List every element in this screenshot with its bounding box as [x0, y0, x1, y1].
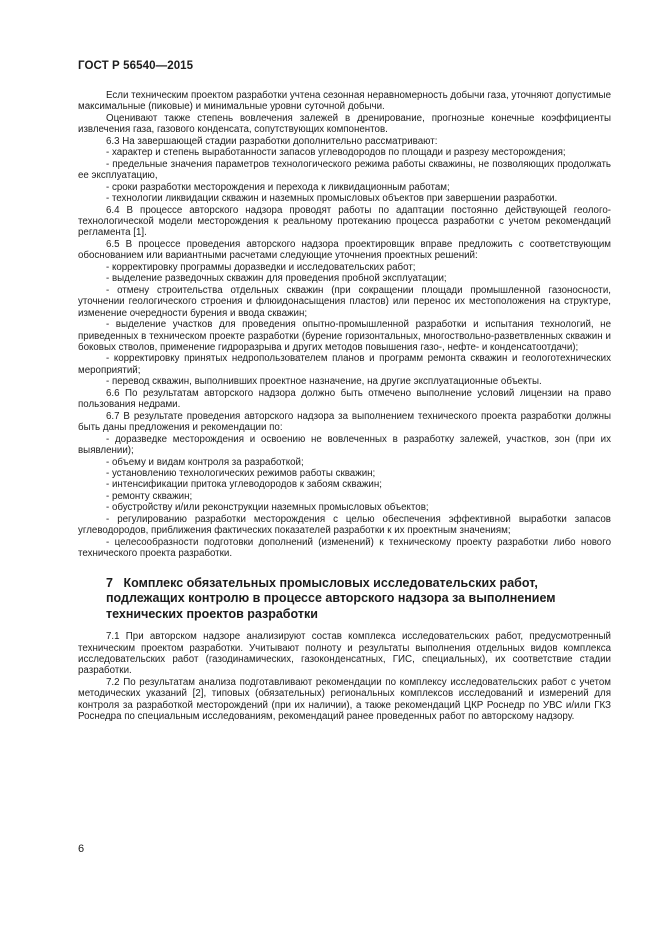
- clause-7-1: 7.1 При авторском надзоре анализируют состав комплекса исследовательских работ, предусмотренный техническим проектом разработки. Учитывают полноту и результаты выполнения отдельных видов комплекса исследовательских работ (газодинамических, газоконденсатных, ГИС, специальных), их соответствие стадии разработки.: [78, 631, 611, 677]
- standard-header: ГОСТ Р 56540—2015: [78, 60, 194, 72]
- list-item: - целесообразности подготовки дополнений (изменений) к техническому проекту разработки либо нового технического проекта разработки.: [78, 536, 611, 560]
- section-title-text: Комплекс обязательных промысловых исследовательских работ, подлежащих контролю в процессе авторского надзора за выполнением технических проектов разработки: [106, 575, 556, 621]
- paragraph: Оценивают также степень вовлечения залежей в дренирование, прогнозные конечные коэффициенты извлечения газа, газового конденсата, сопутствующих компонентов.: [78, 112, 611, 136]
- list-item: - установлению технологических режимов работы скважин;: [106, 467, 376, 479]
- list-item: - технологии ликвидации скважин и наземных промысловых объектов при завершении разработки.: [106, 193, 558, 205]
- list-item: - регулированию разработки месторождения с целью обеспечения эффективной выработки запасов углеводородов, приближения фактических показателей разработки к их проектным значениям;: [78, 513, 611, 537]
- list-item: - обустройству и/или реконструкции наземных промысловых объектов;: [106, 502, 429, 514]
- list-item: - ремонту скважин;: [106, 490, 193, 502]
- list-item: - отмену строительства отдельных скважин (при сокращении площади промышленной газоносности, уточнении геологического строения и флюидонасыщения пластов) или перенос их местоположения на структуре, изменение очередности бурения и ввода скважин;: [78, 284, 611, 319]
- page-number: 6: [78, 843, 85, 855]
- section-number: 7: [106, 575, 113, 590]
- paragraph: Если техническим проектом разработки учтена сезонная неравномерность добычи газа, уточняют допустимые максимальные (пиковые) и минимальные уровни суточной добычи.: [78, 90, 611, 113]
- clause-6-5: 6.5 В процессе проведения авторского надзора проектировщик вправе предложить с соответствующим обоснованием или вариантными расчетами следующие уточнения проектных решений:: [78, 238, 611, 262]
- list-item: - доразведке месторождения и освоению не вовлеченных в разработку залежей, участков, зон (при их выявлении);: [78, 433, 611, 457]
- document-body: [78, 90, 611, 723]
- list-item: - предельные значения параметров технологического режима работы скважины, не позволяющих продолжать ее эксплуатацию,: [78, 158, 611, 182]
- list-item: - характер и степень выработанности запасов углеводородов по площади и разрезу месторождения;: [106, 147, 566, 159]
- section-7-heading: [78, 576, 611, 623]
- list-item: - корректировку программы доразведки и исследовательских работ;: [106, 261, 416, 273]
- clause-6-4: 6.4 В процессе авторского надзора проводят работы по адаптации постоянно действующей геолого-технологической модели месторождения к реальному протеканию процесса разработки с учетом рекомендаций регламента [1].: [78, 204, 611, 239]
- list-item: - корректировку принятых недропользователем планов и программ ремонта скважин и геологотехнических мероприятий;: [78, 353, 611, 376]
- clause-7-2: 7.2 По результатам анализа подготавливают рекомендации по комплексу исследовательских работ с учетом методических указаний [2], типовых (обязательных) региональных комплексов исследований и измерений для контроля за разработкой месторождений (при их наличии), а также рекомендаций ЦКР Роснедр по УВС и/или ГКЗ Роснедра по специальным исследованиям, рекомендаций ранее проведенных работ по авторскому надзору.: [78, 676, 611, 723]
- list-item: - сроки разработки месторождения и перехода к ликвидационным работам;: [106, 181, 450, 193]
- list-item: - перевод скважин, выполнивших проектное назначение, на другие эксплуатационные объекты.: [106, 376, 542, 388]
- clause-6-7: 6.7 В результате проведения авторского надзора за выполнением технического проекта разработки должны быть даны предложения и рекомендации по:: [78, 410, 611, 434]
- list-item: - интенсификации притока углеводородов к забоям скважин;: [106, 479, 382, 491]
- list-item: - выделение разведочных скважин для проведения пробной эксплуатации;: [106, 273, 447, 285]
- clause-6-6: 6.6 По результатам авторского надзора должно быть отмечено выполнение условий лицензии на право пользования недрами.: [78, 387, 611, 411]
- list-item: - объему и видам контроля за разработкой;: [106, 456, 304, 468]
- clause-6-3: 6.3 На завершающей стадии разработки дополнительно рассматривают:: [106, 135, 438, 147]
- list-item: - выделение участков для проведения опытно-промышленной разработки и испытания технологий, не приведенных в техническом проекте разработки (бурение горизонтальных, многоствольно-разветвленных скважин и боковых стволов, применение гидроразрыва и других методов повышения газо-, нефте- и конденсатоотдачи);: [78, 319, 611, 353]
